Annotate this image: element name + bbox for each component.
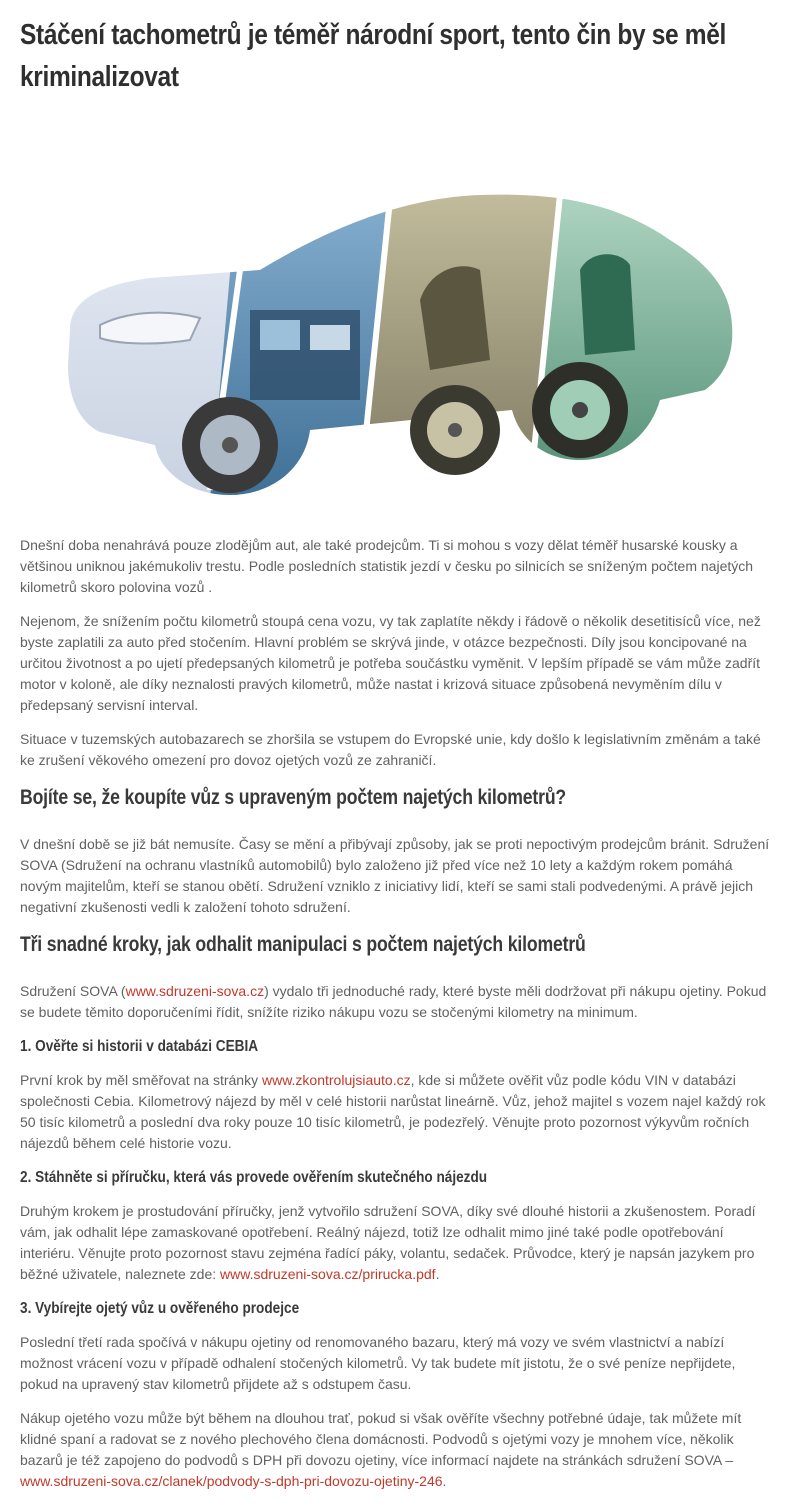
intro-paragraph-3: Situace v tuzemských autobazarech se zhoršila se vstupem do Evropské unie, kdy došlo k legislativním změnám a také ke zrušení věkového omezení pro dovoz ojetých vozů ze zahraničí. <box>20 731 761 768</box>
steps-paragraph <box>20 981 772 1023</box>
intro-paragraph-2: Nejenom, že snížením počtu kilometrů stoupá cena vozu, vy tak zaplatíte někdy i řádově o několik desetitisíců více, než byste zaplatili za auto před stočením. Hlavní problém se skrývá jinde, v otázce bezpečnosti. Díly jsou koncipované na určitou životnost a po ujetí předepsaných kilometrů je potřeba součástku vyměnit. V lepším případě se vám může zadřít motor v koloně, ale díky neznalosti pravých kilometrů, může nastat i krizová situace způsobená nevyměním dílu v předepsaný servisní interval. <box>20 613 761 713</box>
article-title: Stáčení tachometrů je téměř národní sport, tento čin by se měl kriminalizovat <box>20 19 726 93</box>
sova-link[interactable]: www.sdruzeni-sova.cz <box>125 983 265 999</box>
step-2-text-after: . <box>435 1266 440 1282</box>
dph-article-link[interactable]: www.sdruzeni-sova.cz/clanek/podvody-s-dph-pri-dovozu-ojetiny-246 <box>20 1473 443 1489</box>
car-cutaway-illustration <box>60 160 740 500</box>
fear-paragraph: V dnešní době se již bát nemusíte. Časy se mění a přibývají způsoby, jak se proti nepoctivým prodejcům bránit. Sdružení SOVA (Sdružení na ochranu vlastníků automobilů) bylo založeno již před více než 10 lety a každým rokem pomáhá novým majitelům, kteří se stanou obětí. Sdružení vzniklo z iniciativy lidí, kteří se sami stali podvedenými. A právě jejich negativní zkušenosti vedli k založení tohoto sdružení. <box>20 836 770 915</box>
steps-text-before: Sdružení SOVA ( <box>20 983 126 999</box>
heading-step-2: 2. Stáhněte si příručku, která vás provede ověřením skutečného nájezdu <box>20 1169 488 1186</box>
step-1-paragraph <box>20 1070 772 1154</box>
heading-step-3: 3. Vybírejte ojetý vůz u ověřeného prodejce <box>20 1300 300 1317</box>
step-1-text-after: , kde si můžete ověřit vůz podle kódu VIN v databázi společnosti Cebia. Kilometrový nájezd by měl v celé historii narůstat lineárně. Vůz, jehož majitel s vozem najel každý rok 50 tisíc kilometrů a poslední dva roky pouze 10 tisíc kilometrů, je podezřelý. Věnujte proto pozornost výkyvům ročních nájezdů během celé historie vozu. <box>20 1072 766 1151</box>
heading-three-steps: Tři snadné kroky, jak odhalit manipulaci s počtem najetých kilometrů <box>20 933 586 956</box>
final-text-after: . <box>442 1473 447 1489</box>
heading-step-1: 1. Ověřte si historii v databázi CEBIA <box>20 1038 259 1055</box>
heading-fear: Bojíte se, že koupíte vůz s upraveným počtem najetých kilometrů? <box>20 786 567 809</box>
intro-paragraph-1: Dnešní doba nenahrává pouze zlodějům aut, ale také prodejcům. Ti si mohou s vozy dělat téměř husarské kousky a většinou uniknou jakémukoliv trestu. Podle posledních statistik jezdí v česku po silnicích se sníženým počtem najetých kilometrů skoro polovina vozů . <box>20 537 754 595</box>
step-2-paragraph <box>20 1201 772 1285</box>
step-1-text-before: První krok by měl směřovat na stránky <box>20 1072 262 1088</box>
steps-text-after: ) vydalo tři jednoduché rady, které byste měli dodržovat při nákupu ojetiny. Pokud se budete těmito doporučeními řídit, snížíte riziko nákupu vozu se stočenými kilometry na minimum. <box>20 983 767 1020</box>
step-3-paragraph: Poslední třetí rada spočívá v nákupu ojetiny od renomovaného bazaru, který má vozy ve svém vlastnictví a nabízí možnost vrácení vozu v případě odhalení stočených kilometrů. Vy tak budete mít jistotu, že o své peníze nepřijdete, pokud na upravený stav kilometrů přijdete až s odstupem času. <box>20 1334 736 1392</box>
article-body <box>20 535 772 1505</box>
zkontrolujsiauto-link[interactable]: www.zkontrolujsiauto.cz <box>261 1072 411 1088</box>
final-text-before: Nákup ojetého vozu může být během na dlouhou trať, pokud si však ověříte všechny potřebné údaje, tak můžete mít klidné spaní a radovat se z nového plechového člena domácnosti. Podvodů s ojetými vozy je mnohem více, několik bazarů je též zapojeno do podvodů s DPH při dovozu ojetiny, více informací najdete na stránkách sdružení SOVA – <box>20 1410 742 1468</box>
final-paragraph <box>20 1408 772 1492</box>
prirucka-link[interactable]: www.sdruzeni-sova.cz/prirucka.pdf <box>220 1266 436 1282</box>
step-2-text-before: Druhým krokem je prostudování příručky, jenž vytvořilo sdružení SOVA, díky své dlouhé historii a zkušenostem. Poradí vám, jak odhalit lépe zamaskované opotřebení. Reálný nájezd, totiž lze odhalit mimo jiné také podle opotřebování interiéru. Věnujte proto pozornost stavu zejména řadící páky, volantu, sedaček. Průvodce, který je napsán jazykem pro běžné uživatele, naleznete zde: <box>20 1203 756 1282</box>
